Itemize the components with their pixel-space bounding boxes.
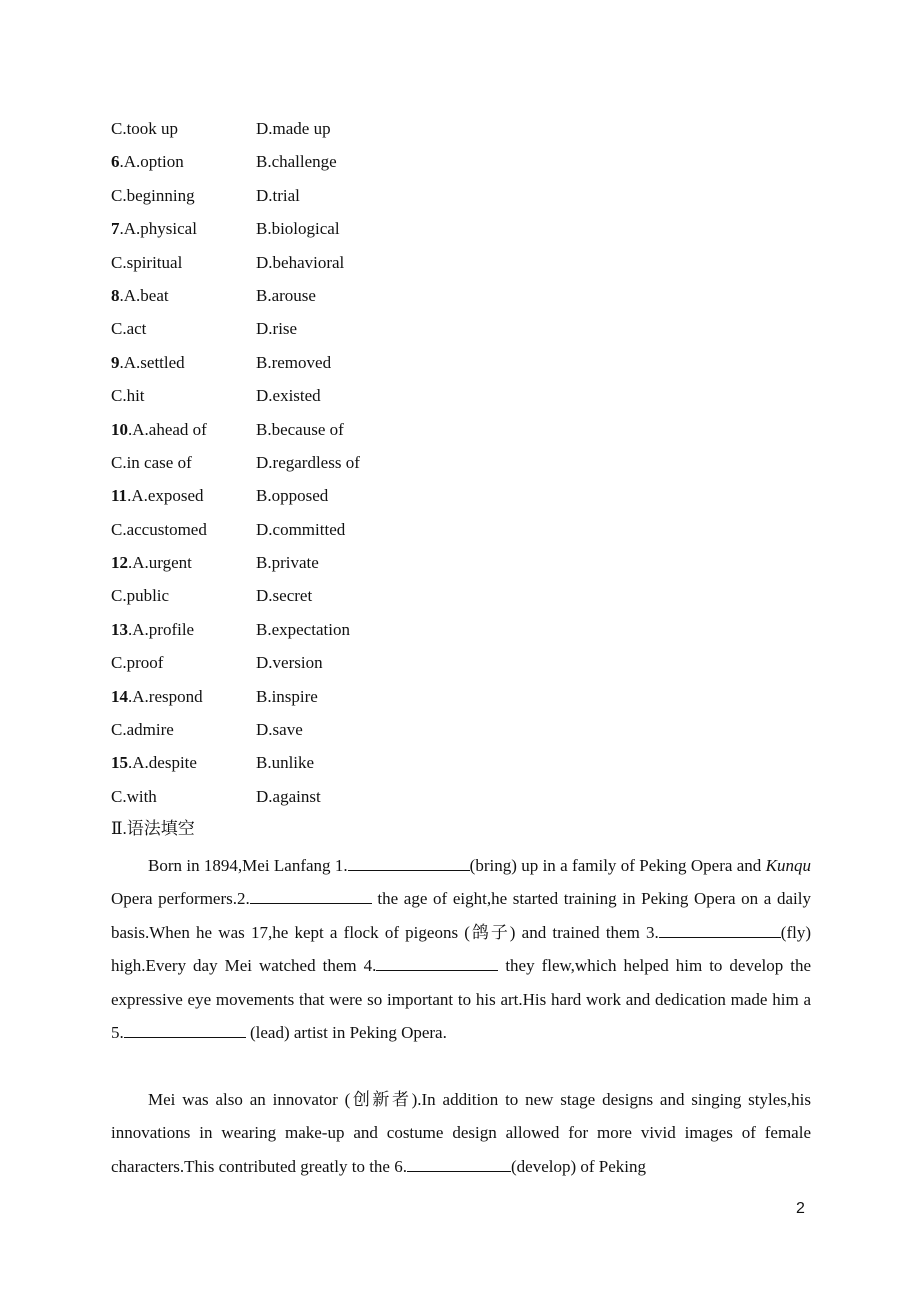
option-row — [111, 283, 360, 316]
option-left — [111, 250, 256, 276]
option-row — [111, 550, 360, 583]
page-number: 2 — [796, 1200, 805, 1217]
option-row — [111, 216, 360, 249]
option-text: C.hit — [111, 386, 145, 406]
option-right: B.expectation — [256, 619, 350, 639]
option-text: .A.despite — [128, 753, 197, 773]
option-right: D.made up — [256, 119, 331, 138]
option-row — [111, 250, 360, 283]
option-right: B.inspire — [256, 686, 318, 706]
option-text: .A.option — [119, 152, 184, 172]
question-number: 14 — [111, 686, 128, 706]
blank-5[interactable] — [124, 1019, 246, 1038]
option-left — [111, 550, 256, 576]
option-text: .A.respond — [128, 686, 203, 706]
question-number: 15 — [111, 753, 128, 773]
option-left — [111, 583, 256, 609]
option-row — [111, 650, 360, 683]
option-text: C.beginning — [111, 185, 195, 205]
option-right: B.arouse — [256, 285, 316, 305]
blank-4[interactable] — [376, 952, 498, 971]
option-text: .A.urgent — [128, 553, 192, 573]
option-right: B.unlike — [256, 753, 315, 773]
option-right: D.save — [256, 720, 303, 740]
option-right: D.trial — [256, 185, 300, 205]
option-row — [111, 316, 360, 349]
option-right: B.because of — [256, 419, 344, 439]
option-left — [111, 717, 256, 743]
option-text: C.in case of — [111, 452, 192, 472]
option-row — [111, 116, 360, 149]
option-text: C.admire — [111, 720, 174, 740]
passage-paragraph-1 — [111, 849, 811, 1049]
blank-3[interactable] — [659, 919, 781, 938]
option-right: B.challenge — [256, 152, 337, 172]
passage-text: Born in 1894,Mei Lanfang 1. — [148, 856, 348, 875]
option-text: C.with — [111, 786, 157, 806]
option-row — [111, 517, 360, 550]
option-row — [111, 784, 360, 817]
option-right: D.secret — [256, 586, 313, 606]
option-text: C.took up — [111, 119, 179, 138]
option-text: .A.profile — [128, 619, 195, 639]
option-left — [111, 750, 256, 776]
question-number: 8 — [111, 285, 120, 305]
blank-6[interactable] — [407, 1153, 511, 1172]
passage-text: (fly) high.Every day Mei watched them 4. — [111, 922, 811, 976]
option-text: .A.beat — [119, 285, 169, 305]
option-left — [111, 316, 256, 342]
option-left — [111, 283, 256, 309]
option-left — [111, 417, 256, 443]
option-left — [111, 784, 256, 810]
passage-text: (lead) artist in Peking Opera. — [245, 1023, 447, 1043]
option-text: C.spiritual — [111, 252, 183, 272]
option-row — [111, 617, 360, 650]
option-row — [111, 750, 360, 783]
passage-text: Mei was also an innovator (创新者).In addition to new stage designs and singing styles,his innovations in wearing make-up and costume design allowed for more vivid images of female characters.This contributed greatly to the 6. — [111, 1090, 811, 1176]
option-left — [111, 149, 256, 175]
option-right: D.against — [256, 786, 321, 806]
passage-text: (develop) of Peking — [510, 1156, 647, 1176]
option-row — [111, 383, 360, 416]
passage-text: the age of eight,he started training in Peking Opera on a daily basis.When he was 17,he kept a flock of pigeons (鸽子) and trained them 3. — [111, 889, 811, 942]
option-right: D.behavioral — [256, 252, 345, 272]
option-right: D.version — [256, 653, 323, 673]
option-right: B.private — [256, 553, 319, 573]
question-number: 13 — [111, 619, 128, 639]
option-left — [111, 116, 256, 142]
question-number: 6 — [111, 152, 120, 172]
passage-text: Opera performers.2. — [111, 889, 250, 909]
option-list — [111, 116, 360, 817]
option-right: B.opposed — [256, 486, 329, 506]
option-text: .A.ahead of — [128, 419, 207, 439]
option-row — [111, 450, 360, 483]
option-text: .A.physical — [119, 219, 197, 239]
question-number: 12 — [111, 553, 128, 573]
option-left — [111, 183, 256, 209]
option-text: C.accustomed — [111, 519, 207, 539]
option-right: B.removed — [256, 352, 332, 372]
option-left — [111, 483, 256, 509]
option-row — [111, 583, 360, 616]
option-text: C.public — [111, 586, 170, 606]
option-row — [111, 717, 360, 750]
option-text: .A.settled — [119, 352, 185, 372]
option-left — [111, 216, 256, 242]
option-row — [111, 350, 360, 383]
question-number: 9 — [111, 352, 120, 372]
option-text: C.act — [111, 319, 147, 339]
option-text: C.proof — [111, 653, 164, 673]
option-left — [111, 383, 256, 409]
question-number: 11 — [111, 486, 128, 506]
passage-text: (bring) up in a family of Peking Opera and — [469, 856, 766, 875]
question-number: 10 — [111, 419, 128, 439]
option-right: D.rise — [256, 319, 298, 339]
option-left — [111, 617, 256, 643]
question-number: 7 — [111, 219, 120, 239]
passage-text: they flew,which helped him to develop the expressive eye movements that were so important to his art.His hard work and dedication made him a 5. — [111, 956, 811, 1043]
option-right: D.existed — [256, 386, 321, 406]
option-left — [111, 350, 256, 376]
passage-paragraph-2 — [111, 1083, 811, 1183]
option-text: .A.exposed — [127, 486, 204, 506]
section-title: Ⅱ.语法填空 — [111, 819, 195, 838]
option-row — [111, 417, 360, 450]
option-row — [111, 684, 360, 717]
option-left — [111, 684, 256, 710]
option-left — [111, 517, 256, 543]
blank-2[interactable] — [250, 885, 372, 904]
option-right: D.regardless of — [256, 452, 360, 472]
option-left — [111, 450, 256, 476]
option-right: D.committed — [256, 519, 346, 539]
option-row — [111, 183, 360, 216]
blank-1[interactable] — [348, 852, 470, 871]
option-row — [111, 483, 360, 516]
option-row — [111, 149, 360, 182]
passage-italic-term: Kunqu — [765, 856, 812, 875]
option-left — [111, 650, 256, 676]
option-right: B.biological — [256, 219, 340, 239]
